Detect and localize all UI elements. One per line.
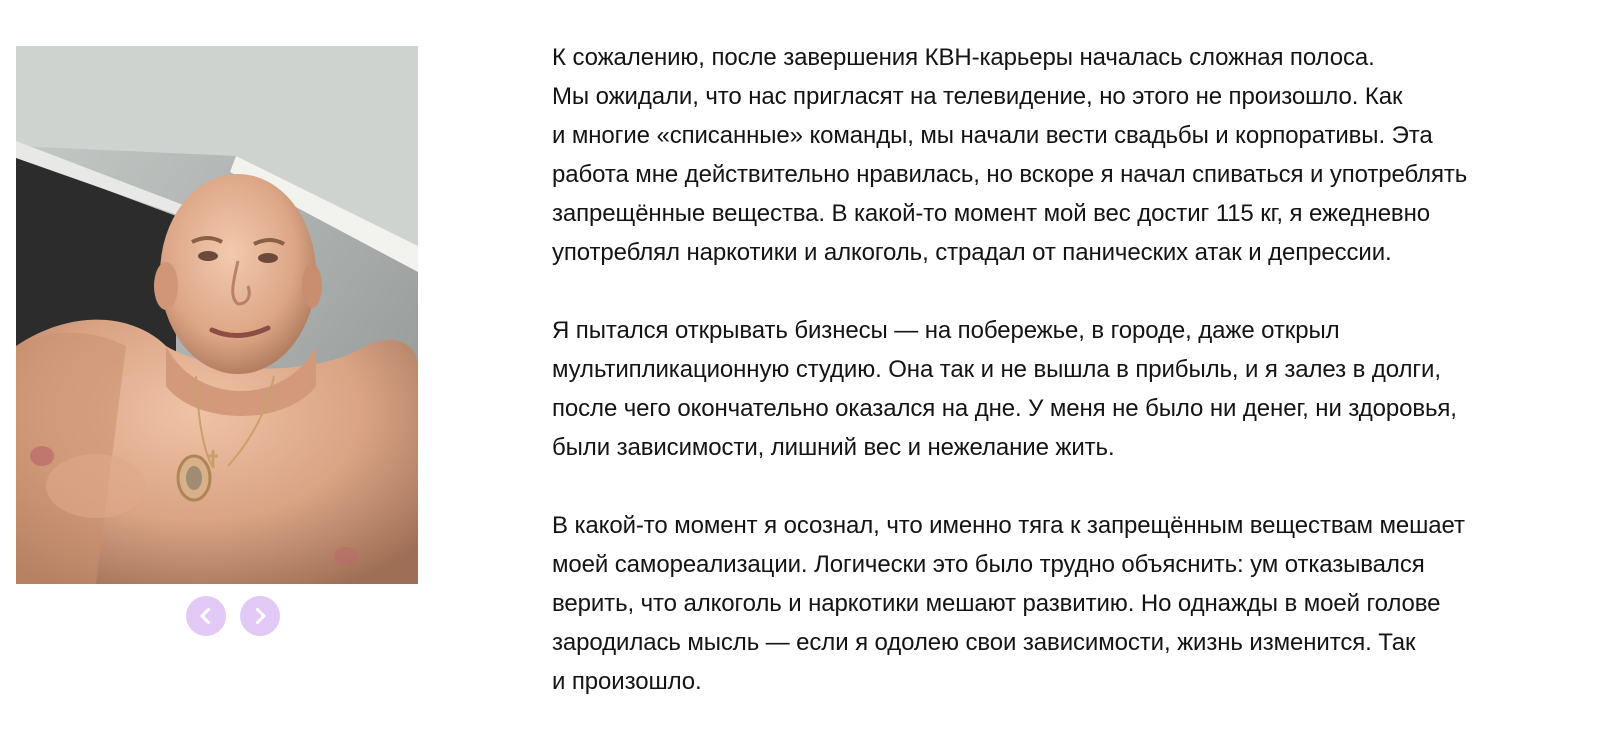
next-photo-button[interactable] [240, 596, 280, 636]
previous-photo-button[interactable] [186, 596, 226, 636]
article-paragraph: К сожалению, после завершения КВН-карьеры началась сложная полоса. Мы ожидали, что нас пригласят на телевидение, но этого не произошло. Как и многие «списанные» команды, мы начали вести свадьбы и корпоративы. Эта работа мне действительно нравилась, но вскоре я начал спиваться и употреблять запрещённые вещества. В какой-то момент мой вес достиг 115 кг, я ежедневно употреблял наркотики и алкоголь, страдал от панических атак и депрессии. [552, 44, 1468, 266]
gallery-photo [16, 46, 418, 584]
person-photo [16, 46, 418, 584]
article-text [552, 38, 1582, 740]
chevron-left-icon [196, 606, 216, 626]
chevron-right-icon [250, 606, 270, 626]
article-paragraph: В какой-то момент я осознал, что именно тяга к запрещённым веществам мешает моей самореализации. Логически это было трудно объяснить: ум отказывался верить, что алкоголь и наркотики мешают развитию. Но однажды в моей голове зародилась мысль — если я одолею свои зависимости, жизнь изменится. Так и произошло. [552, 512, 1465, 695]
gallery-controls [170, 596, 270, 638]
article-paragraph: Я пытался открывать бизнесы — на побережье, в городе, даже открыл мультипликационную студию. Она так и не вышла в прибыль, и я залез в долги, после чего окончательно оказался на дне. У меня не было ни денег, ни здоровья, были зависимости, лишний вес и нежелание жить. [552, 317, 1457, 461]
photo-gallery [16, 46, 418, 584]
